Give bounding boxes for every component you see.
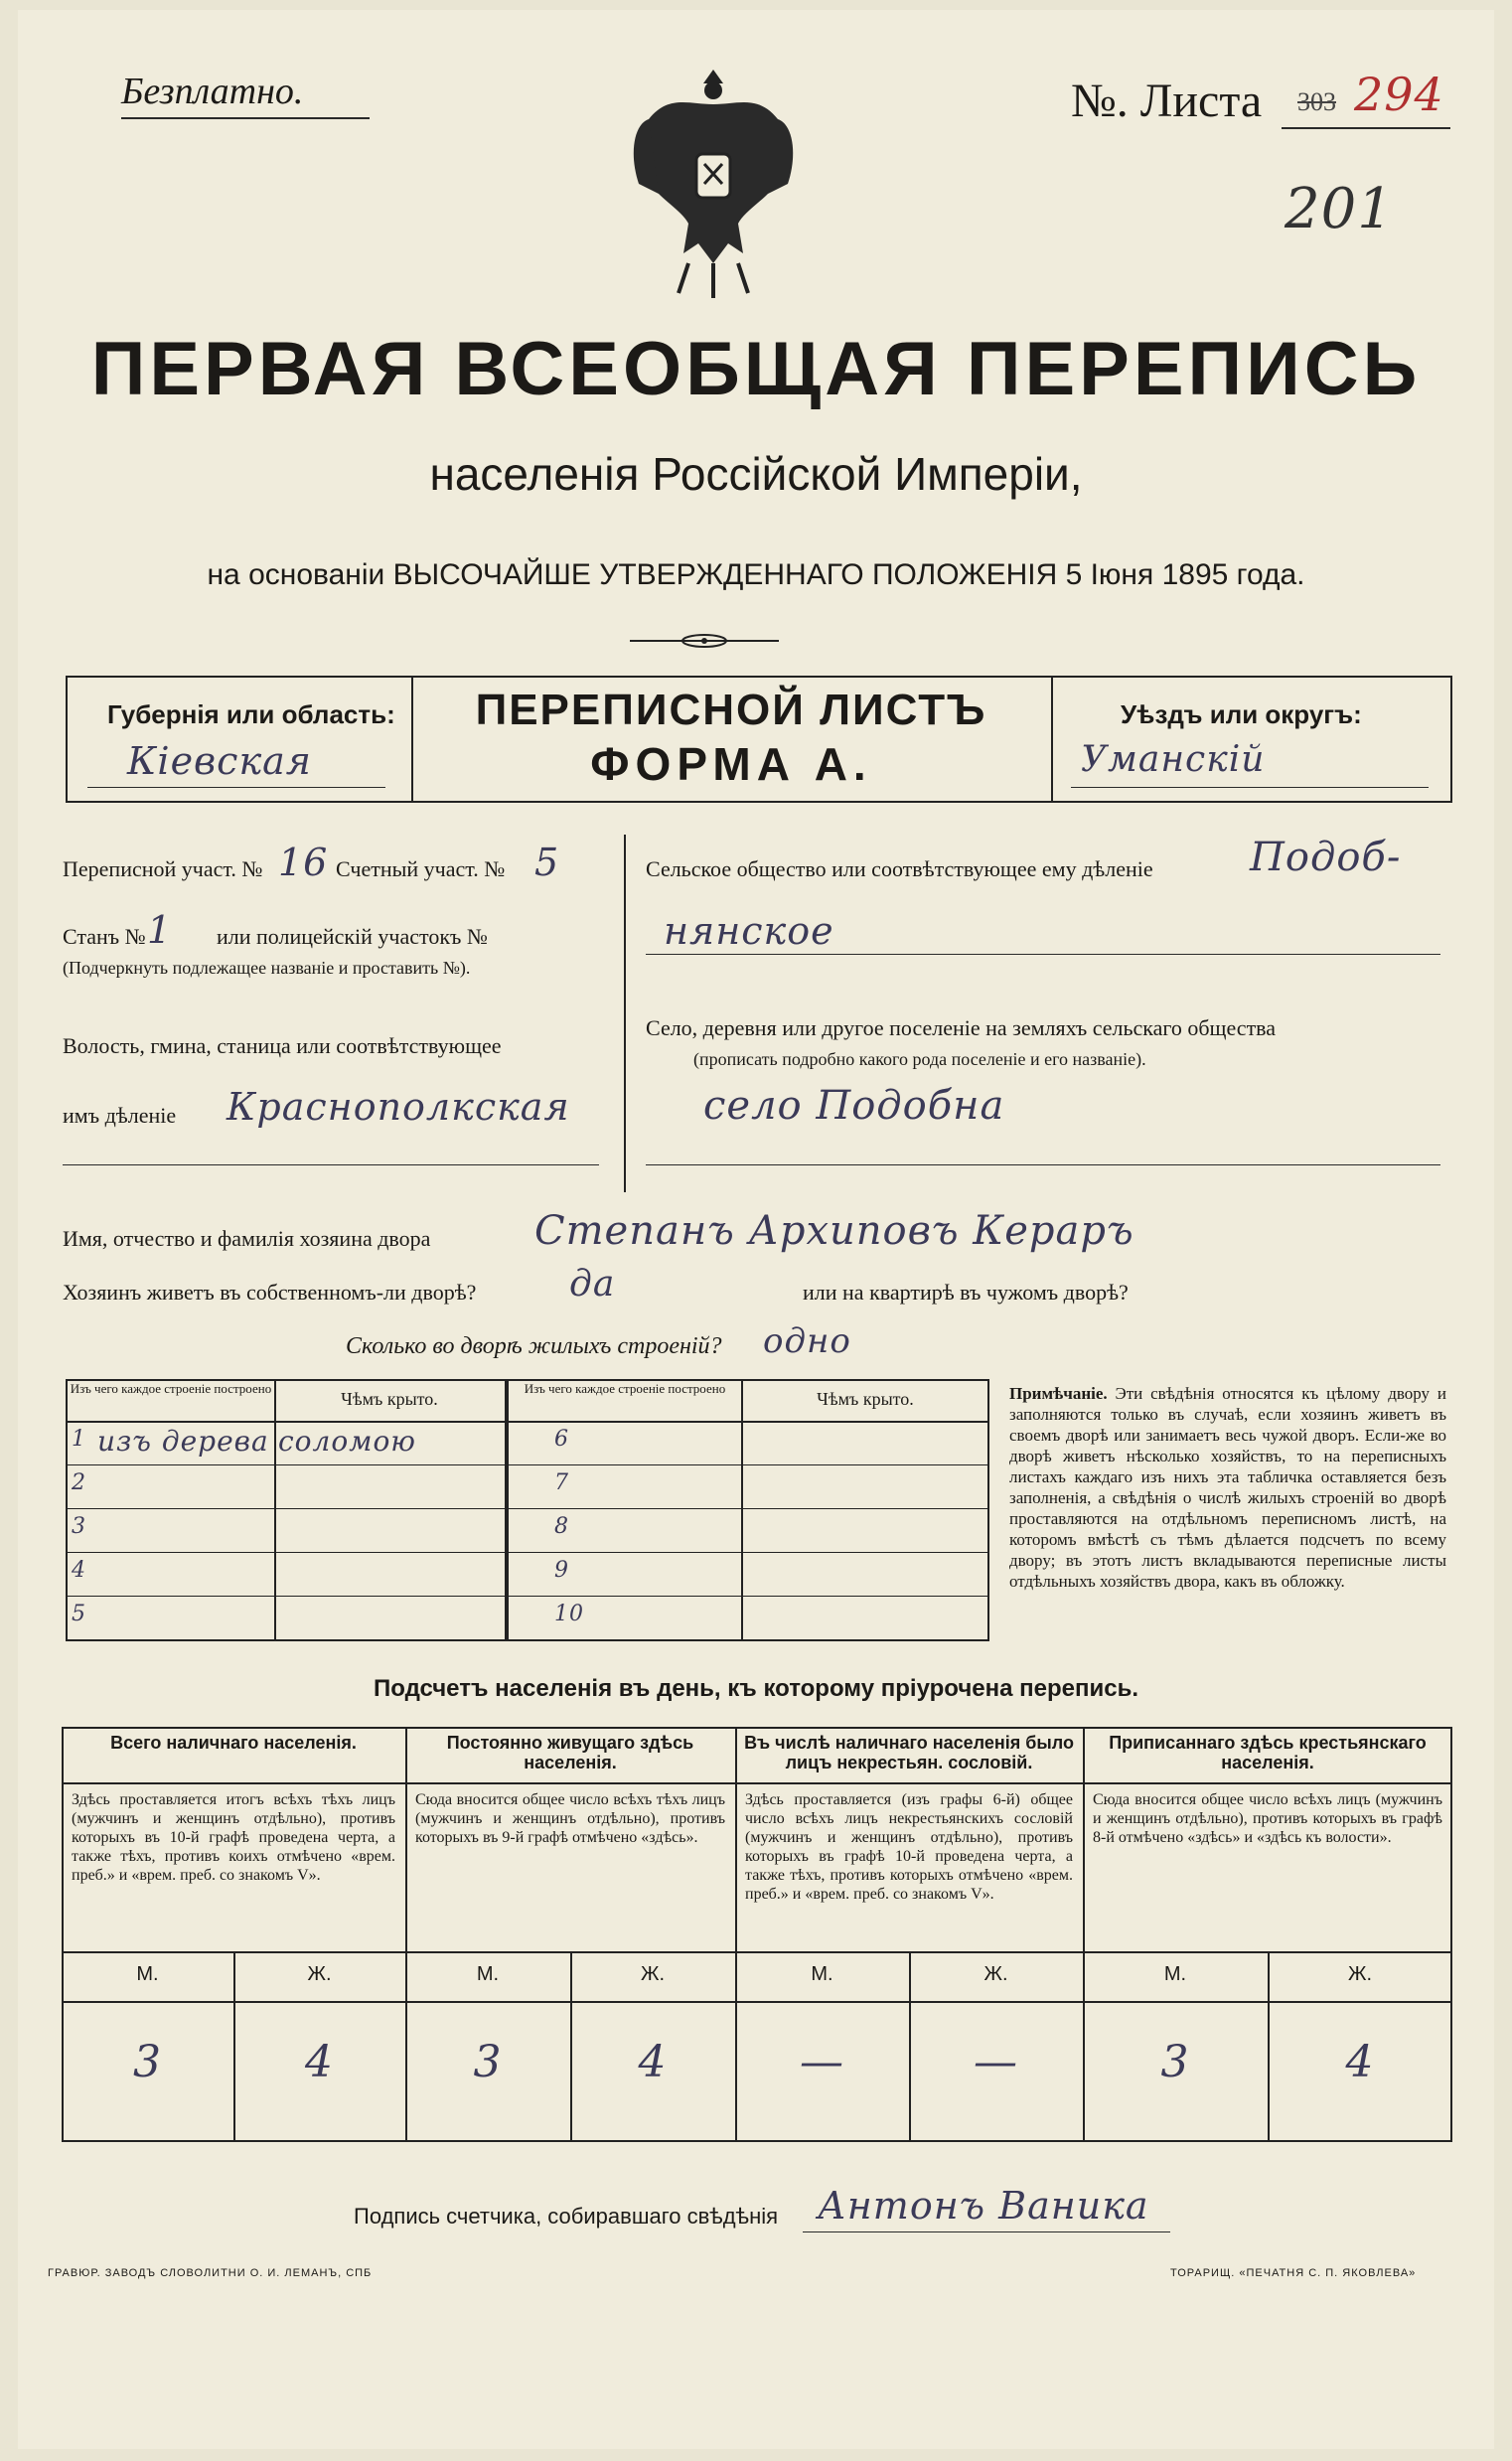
gubernia-label: Губернія или область: — [107, 699, 395, 729]
perepis-uchast-value: 16 — [278, 841, 329, 884]
buildings-label: Сколько во дворѣ жилыхъ строеній? — [346, 1333, 722, 1359]
building-row-number: 1 — [72, 1427, 86, 1452]
female-label: Ж. — [307, 1963, 332, 1985]
sheet-number-pencil: 201 — [1285, 177, 1394, 241]
schetny-label: Счетный участ. № — [336, 856, 506, 881]
signature-value: Антонъ Ваника — [818, 2184, 1149, 2228]
male-label: М. — [476, 1963, 500, 1985]
sheet-number-crossed: 303 — [1297, 87, 1336, 116]
building-row-number: 2 — [72, 1470, 86, 1495]
signature-label: Подпись счетчика, собиравшаго свѣдѣнія — [354, 2204, 779, 2229]
buildings-value: одно — [763, 1321, 851, 1361]
female-count: 4 — [305, 2037, 334, 2087]
sheet-number-label: №. Листа — [1071, 75, 1263, 127]
free-underline — [121, 117, 370, 119]
census-form-sheet — [18, 10, 1494, 2449]
female-count: — — [974, 2037, 1018, 2087]
police-label: или полицейскій участокъ № — [217, 924, 488, 949]
col-roof-right: Чѣмъ крыто. — [817, 1389, 914, 1409]
perepis-uchast-label: Переписной участ. № — [63, 856, 263, 881]
page-title: ПЕРВАЯ ВСЕОБЩАЯ ПЕРЕПИСЬ — [90, 327, 1422, 411]
population-col-desc: Здѣсь проставляется итогъ всѣхъ тѣхъ лицъ (мужчинъ и женщинъ отдѣльно), противъ которыхъ въ 10-й графѣ проведена черта, а также тѣхъ, противъ коихъ отмѣчено «врем. преб.» и «врем. преб. со знакомъ V». — [72, 1791, 395, 1884]
male-label: М. — [1163, 1963, 1187, 1985]
col-material-right: Изъ чего каждое строеніе построено — [524, 1381, 726, 1396]
population-col-title: Въ числѣ наличнаго населенія было лицъ некрестьян. сословій. — [744, 1733, 1074, 1772]
uezd-value: Уманскій — [1081, 739, 1266, 780]
female-count: 4 — [638, 2037, 668, 2087]
selskoe-label: Сельское общество или соотвѣтствующее ему дѣленіе — [646, 856, 1153, 881]
buildings-note — [1009, 1383, 1446, 1592]
stan-label: Станъ № — [63, 924, 146, 949]
building-row-number: 4 — [72, 1558, 86, 1583]
printer-left: ГРАВЮР. ЗАВОДЪ СЛОВОЛИТНИ О. И. ЛЕМАНЪ, СПБ — [48, 2267, 373, 2279]
male-count: — — [800, 2037, 844, 2087]
sheet-number-underline — [1282, 127, 1450, 129]
page-subtitle: населенія Россійской Имперіи, — [429, 448, 1083, 500]
female-count: 4 — [1345, 2037, 1375, 2087]
selo-note: (прописать подробно какого рода поселеніе и его названіе). — [693, 1049, 1146, 1069]
col-roof-left: Чѣмъ крыто. — [341, 1389, 438, 1409]
male-label: М. — [136, 1963, 159, 1985]
printer-right: ТОРАРИЩ. «ПЕЧАТНЯ С. П. ЯКОВЛЕВА» — [1170, 2267, 1417, 2279]
building-row-number: 10 — [554, 1602, 584, 1626]
uezd-label: Уѣздъ или округъ: — [1121, 699, 1362, 729]
own-yard-value: да — [569, 1264, 616, 1305]
male-count: 3 — [133, 2037, 162, 2087]
male-count: 3 — [473, 2037, 503, 2087]
volost-value: Краснополкская — [227, 1085, 570, 1129]
selo-label: Село, деревня или другое поселеніе на земляхъ сельскаго общества — [646, 1015, 1277, 1040]
building-row-number: 7 — [554, 1470, 569, 1495]
building-row-number: 3 — [72, 1514, 86, 1539]
building-row-number: 9 — [554, 1558, 569, 1583]
male-count: 3 — [1160, 2037, 1190, 2087]
owner-name-label: Имя, отчество и фамилія хозяина двора — [63, 1226, 431, 1251]
building-material-cell: изъ дерева — [97, 1425, 269, 1458]
schetny-value: 5 — [534, 841, 560, 884]
rent-label: или на квартирѣ въ чужомъ дворѣ? — [803, 1280, 1129, 1305]
note-title: Примѣчаніе. — [1009, 1384, 1108, 1403]
population-heading: Подсчетъ населенія въ день, къ которому пріурочена перепись. — [374, 1675, 1138, 1702]
building-row-number: 5 — [72, 1602, 86, 1626]
stan-value: 1 — [147, 908, 173, 952]
building-row-number: 6 — [554, 1427, 569, 1452]
population-col-desc: Здѣсь проставляется (изъ графы 6-й) общее число всѣхъ лицъ некрестьянскихъ сословій (мужчинъ и женщинъ отдѣльно), противъ которыхъ въ графѣ 10-й проведена черта, а также тѣхъ, противъ которыхъ отмѣчено «врем. преб.» и «врем. преб. со знакомъ V». — [745, 1791, 1073, 1903]
female-label: Ж. — [1347, 1963, 1373, 1985]
free-label: Безплатно. — [121, 71, 304, 112]
volost-label: Волость, гмина, станица или соотвѣтствующее — [63, 1033, 502, 1058]
female-label: Ж. — [983, 1963, 1008, 1985]
building-roof-cell: соломою — [278, 1425, 416, 1458]
selskoe-value-2: нянское — [664, 909, 834, 953]
population-col-title: Приписаннаго здѣсь крестьянскаго населенія. — [1109, 1733, 1427, 1772]
volost-label-2: имъ дѣленіе — [63, 1103, 177, 1128]
ornament-divider — [630, 634, 779, 648]
form-title: ПЕРЕПИСНОЙ ЛИСТЪ — [475, 686, 987, 734]
building-row-number: 8 — [554, 1514, 569, 1539]
female-label: Ж. — [640, 1963, 666, 1985]
legal-basis: на основаніи ВЫСОЧАЙШЕ УТВЕРЖДЕННАГО ПОЛОЖЕНІЯ 5 Іюня 1895 года. — [207, 558, 1305, 591]
double-headed-eagle-icon — [629, 65, 798, 303]
population-col-desc: Сюда вносится общее число всѣхъ тѣхъ лицъ (мужчинъ и женщинъ отдѣльно), противъ которыхъ въ 9-й графѣ отмѣчено «здѣсь». — [415, 1791, 725, 1846]
male-label: М. — [811, 1963, 833, 1985]
sheet-number-red: 294 — [1354, 68, 1444, 121]
gubernia-value: Кіевская — [127, 739, 312, 783]
note-text: Эти свѣдѣнія относятся къ цѣлому двору и заполняются только въ случаѣ, если хозяинъ живетъ въ своемъ дворѣ или занимаетъ весь чужой дворъ. Если-же во дворѣ живетъ нѣсколько хозяйствъ, то на переписныхъ листахъ каждаго изъ нихъ эта табличка оставляется безъ заполненія, а свѣдѣнія о числѣ жилыхъ строеній во дворѣ проставляются на отдѣльномъ переписномъ листѣ, на которомъ вмѣстѣ съ тѣмъ дѣлается подсчетъ по всему двору; въ этотъ листъ вкладываются переписные листы отдѣльныхъ хозяйствъ двора, какъ въ обложку. — [1009, 1384, 1446, 1591]
population-col-title: Постоянно живущаго здѣсь населенія. — [446, 1733, 694, 1772]
population-col-desc: Сюда вносится общее число всѣхъ лицъ (мужчинъ и женщинъ отдѣльно), противъ которыхъ въ графѣ 8-й отмѣчено «здѣсь» и «здѣсь къ волости». — [1093, 1791, 1442, 1846]
underline-note: (Подчеркнуть подлежащее названіе и проставить №). — [63, 958, 471, 978]
owner-name-value: Степанъ Архиповъ Кераръ — [534, 1208, 1134, 1254]
selskoe-value: Подоб- — [1250, 835, 1402, 880]
selo-value: село Подобна — [703, 1083, 1005, 1129]
population-col-title: Всего наличнаго населенія. — [110, 1733, 357, 1753]
buildings-table — [66, 1379, 989, 1641]
form-subtitle: ФОРМА А. — [590, 738, 872, 790]
own-yard-label: Хозяинъ живетъ въ собственномъ-ли дворѣ? — [63, 1280, 477, 1305]
col-material-left: Изъ чего каждое строеніе построено — [70, 1381, 272, 1396]
